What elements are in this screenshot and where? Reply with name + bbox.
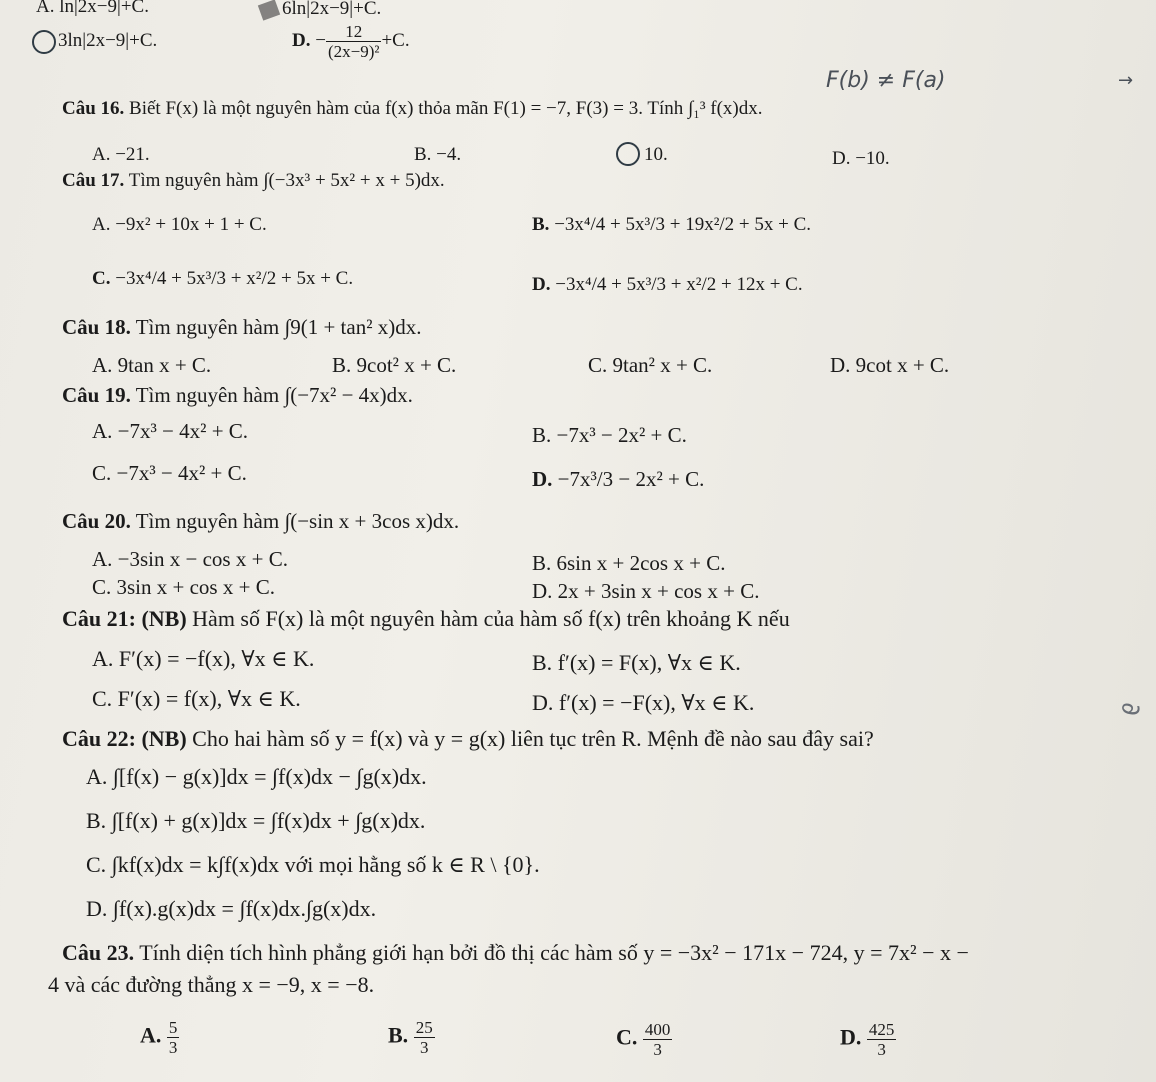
q18-option-d: D. 9cot x + C. — [830, 353, 950, 377]
answer-circle — [32, 30, 56, 54]
question-17: Câu 17. Tìm nguyên hàm ∫(−3x³ + 5x² + x + 5)dx. — [62, 170, 445, 191]
question-16: Câu 16. Biết F(x) là một nguyên hàm của f(x) thỏa mãn F(1) = −7, F(3) = 3. Tính ∫₁³ f(x)dx. — [62, 98, 763, 119]
q17-option-c: C. −3x⁴/4 + 5x³/3 + x²/2 + 5x + C. — [92, 268, 354, 289]
q16-option-d: D. −10. — [832, 148, 890, 169]
q19-option-b: B. −7x³ − 2x² + C. — [532, 423, 687, 447]
q22-option-a: A. ∫[f(x) − g(x)]dx = ∫f(x)dx − ∫g(x)dx. — [86, 764, 427, 789]
prev-option-c: 3ln|2x−9|+C. — [58, 30, 158, 51]
q16-option-c: 10. — [644, 144, 668, 165]
question-22: Câu 22: (NB) Cho hai hàm số y = f(x) và y = g(x) liên tục trên R. Mệnh đề nào sau đây sai? — [62, 726, 874, 751]
handwritten-note: F(b) ≠ F(a) — [826, 68, 946, 93]
q23-option-b: B. $\frac{25}{3}$ — [388, 1018, 433, 1057]
q23-option-a: A. $\frac{5}{3}$ — [140, 1018, 178, 1057]
q16-option-b: B. −4. — [414, 144, 462, 165]
q16-option-a: A. −21. — [92, 144, 150, 165]
q17-option-a: A. −9x² + 10x + 1 + C. — [92, 214, 267, 235]
q19-option-d: D. −7x³/3 − 2x² + C. — [532, 467, 705, 491]
q18-option-b: B. 9cot² x + C. — [332, 353, 457, 377]
prev-option-a: A. ln|2x−9|+C. — [36, 0, 149, 17]
q19-option-c: C. −7x³ − 4x² + C. — [92, 461, 247, 485]
question-23-cont: 4 và các đường thẳng x = −9, x = −8. — [48, 972, 375, 997]
question-20: Câu 20. Tìm nguyên hàm ∫(−sin x + 3cos x)dx. — [62, 509, 460, 533]
q22-option-d: D. ∫f(x).g(x)dx = ∫f(x)dx.∫g(x)dx. — [86, 896, 377, 921]
q17-option-b: B. −3x⁴/4 + 5x³/3 + 19x²/2 + 5x + C. — [532, 214, 812, 235]
q20-option-b: B. 6sin x + 2cos x + C. — [532, 551, 726, 575]
q17-option-d: D. −3x⁴/4 + 5x³/3 + x²/2 + 12x + C. — [532, 274, 803, 295]
q21-option-d: D. f′(x) = −F(x), ∀x ∈ K. — [532, 690, 755, 715]
question-18: Câu 18. Tìm nguyên hàm ∫9(1 + tan² x)dx. — [62, 315, 422, 339]
prev-option-b: 6ln|2x−9|+C. — [282, 0, 382, 19]
q23-option-d: D. $\frac{425}{3}$ — [840, 1020, 895, 1059]
scribble-mark — [258, 0, 280, 21]
q20-option-c: C. 3sin x + cos x + C. — [92, 575, 275, 599]
answer-circle — [616, 142, 640, 166]
q19-option-a: A. −7x³ − 4x² + C. — [92, 419, 249, 443]
margin-mark: ∂ — [1115, 702, 1146, 716]
q20-option-a: A. −3sin x − cos x + C. — [92, 547, 288, 571]
q23-option-c: C. $\frac{400}{3}$ — [616, 1020, 671, 1059]
q20-option-d: D. 2x + 3sin x + cos x + C. — [532, 579, 760, 603]
q22-option-c: C. ∫kf(x)dx = k∫f(x)dx với mọi hằng số k ∈ R \ {0}. — [86, 852, 540, 877]
q21-option-b: B. f′(x) = F(x), ∀x ∈ K. — [532, 650, 741, 675]
q18-option-c: C. 9tan² x + C. — [588, 353, 713, 377]
question-23: Câu 23. Tính diện tích hình phẳng giới hạn bởi đồ thị các hàm số y = −3x² − 171x − 724, y = 7x² − x − — [62, 940, 969, 965]
prev-option-d: D. − $\frac{12}{\text{(2x−9)²}}$ +C. — [292, 22, 410, 61]
question-19: Câu 19. Tìm nguyên hàm ∫(−7x² − 4x)dx. — [62, 383, 413, 407]
question-21: Câu 21: (NB) Hàm số F(x) là một nguyên hàm của hàm số f(x) trên khoảng K nếu — [62, 606, 790, 631]
q21-option-c: C. F′(x) = f(x), ∀x ∈ K. — [92, 686, 301, 711]
q21-option-a: A. F′(x) = −f(x), ∀x ∈ K. — [92, 646, 315, 671]
margin-mark: → — [1118, 70, 1134, 91]
q22-option-b: B. ∫[f(x) + g(x)]dx = ∫f(x)dx + ∫g(x)dx. — [86, 808, 426, 833]
q18-option-a: A. 9tan x + C. — [92, 353, 212, 377]
